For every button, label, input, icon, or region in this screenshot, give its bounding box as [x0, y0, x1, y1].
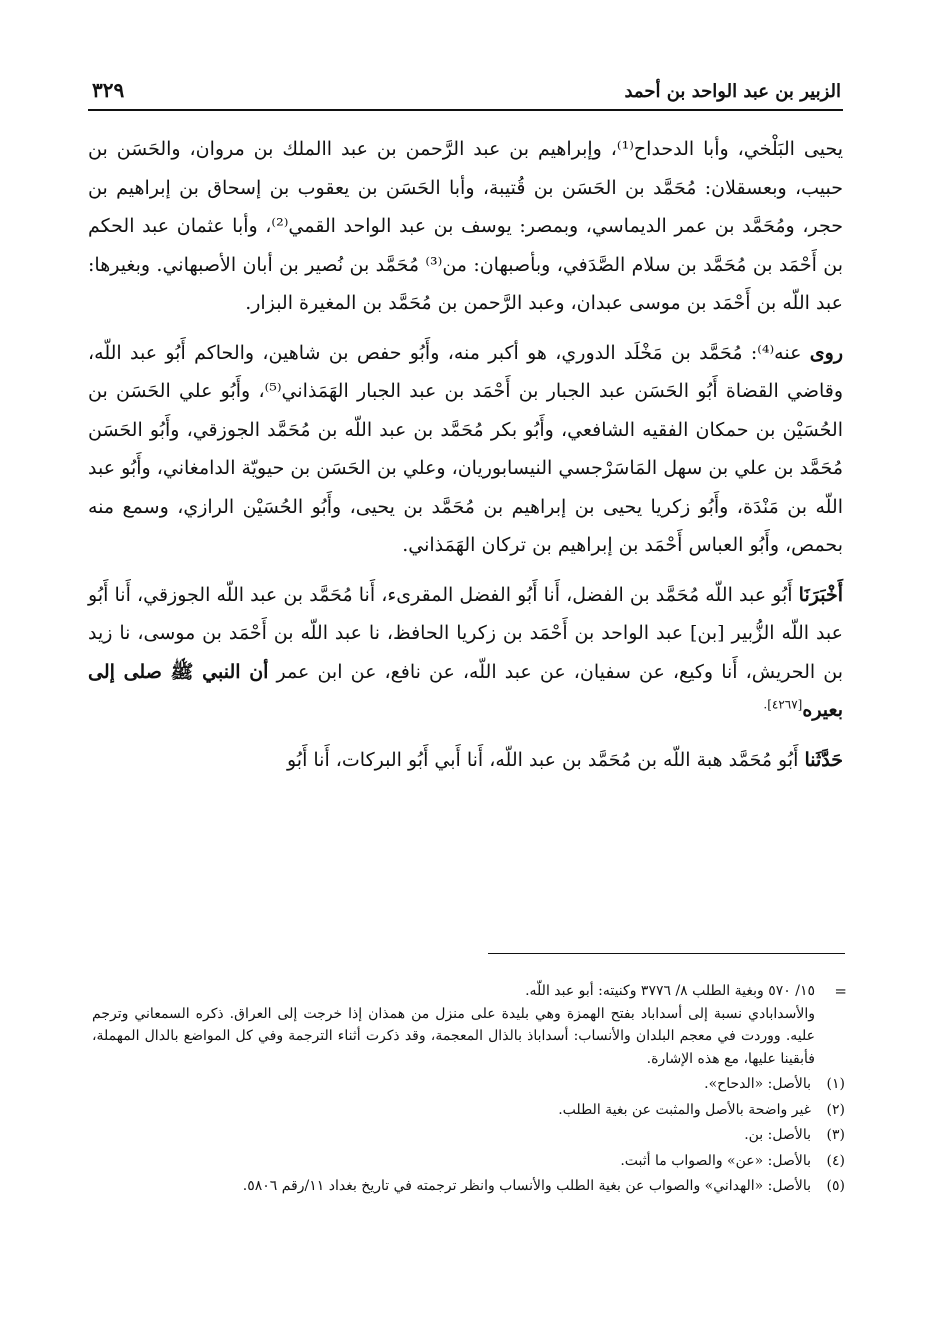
footnote-text: بالأصل: بن. [744, 1127, 811, 1143]
footnote-item [92, 1124, 845, 1147]
footnote-text: بالأصل: «الهداني» والصواب عن بغية الطلب والأنساب وانظر ترجمته في تاريخ بغداد ١١/رقم ٥٨٠٦. [242, 1178, 811, 1194]
hadith-number: [٤٢٦٧]. [763, 697, 803, 712]
footnote-number: (٢) [826, 1101, 845, 1118]
footnote-number: (٤) [826, 1152, 845, 1169]
footnote-text: غير واضحة بالأصل والمثبت عن بغية الطلب. [558, 1101, 811, 1118]
footnote-line: والأسدابادي نسبة إلى أسداباد بفتح الهمزة وهي بليدة على منزل من همذان إذا خرجت إلى العراق. ذكره السمعاني وترجم عليه. ووردت في معجم البلدان والأنساب: أسداباذ بالذال المعجمة، وقد ذكرت أثناء الترجمة وفي كل المواضع بالدال المهملة، فأبقينا عليها، مع هذه الإشارة. [92, 1005, 815, 1067]
paragraph-text: عنه⁽⁴⁾: مُحَمَّد بن مَخْلَد الدوري، هو أكبر منه، وأَبُو حفص بن شاهين، والحاكم أَبُو عبد اللّه، وقاضي القضاة أَبُو الحَسَن عبد الجبار بن أَحْمَد بن عبد الجبار الهَمَذاني⁽⁵⁾، وأَبُو علي الحَسَن بن الحُسَيْن بن حمكان الفقيه الشافعي، وأَبُو بكر مُحَمَّد بن عبد اللّه بن مُحَمَّد الجوزقي، وأَبُو الحَسَن مُحَمَّد بن علي بن سهل المَاسَرْجسي النيسابوريان، وعلي بن الحَسَن بن حيويّة الدامغاني، وأَبُو عبد اللّه بن مَنْدَة، وأَبُو زكريا يحيى بن إبراهيم بن مُحَمَّد بن يحيى، وأَبُو الحُسَيْن الرازي، وسمع منه بحمص، وأَبُو العباس أَحْمَد بن إبراهيم بن تركان الهَمَذاني. [88, 341, 843, 556]
hadith-matn: أن النبي ﷺ صلى إلى بعيره [88, 660, 843, 721]
continuation-mark: = [834, 982, 847, 1000]
paragraph-isnad [88, 741, 843, 780]
paragraph-text: يحيى البَلْخي، وأبا الدحداح⁽¹⁾، وإبراهيم بن عبد الرَّحمن بن عبد االملك بن مروان، والحَسَن بن حبيب، وبعسقلان: مُحَمَّد بن الحَسَن بن قُتيبة، وأبا الحَسَن بن يعقوب بن إسحاق بن إبراهيم بن حجر، ومُحَمَّد بن عمر الديماسي، وبمصر: يوسف بن عبد الواحد القمي⁽²⁾، وأبا عثمان عبد الحكم بن أَحْمَد بن مُحَمَّد بن سلام الصَّدَفي، وبأصبهان: من⁽³⁾ مُحَمَّد بن نُصير بن أبان الأصبهاني. وبغيرها: عبد اللّه بن أَحْمَد بن موسى عبدان، وعبد الرَّحمن بن مُحَمَّد بن المغيرة البزار. [88, 138, 843, 314]
paragraph-text: أَبُو عبد اللّه مُحَمَّد بن الفضل، أَنا أَبُو الفضل المقرىء، أَنا مُحَمَّد بن عبد اللّه الجوزقي، أَنا أَبُو عبد اللّه الزُّبير [بن] عبد الواحد بن أَحْمَد بن زكريا الحافظ، نا عبد اللّه بن أَحْمَد بن موسى، نا زيد بن الحريش، أَنا وكيع، عن سفيان، عن عبد اللّه، عن نافع، عن ابن عمر [88, 583, 843, 683]
footnote-line: ١٥/ ٥٧٠ وبغية الطلب ٨/ ٣٧٧٦ وكنيته: أبو عبد اللّه. [525, 983, 815, 999]
footnote-item [92, 1099, 845, 1122]
footnote-item [92, 1150, 845, 1173]
page-number: ٣٢٩ [92, 78, 125, 102]
footnote-item [92, 1175, 845, 1198]
page-header [92, 68, 841, 102]
paragraph-hadith [88, 576, 843, 730]
running-title: الزبير بن عبد الواحد بن أحمد [624, 81, 841, 102]
paragraph-teachers [88, 130, 843, 323]
paragraph-lead: حَدَّثَنا [804, 748, 843, 771]
footnote-text: بالأصل: «عن» والصواب ما أثبت. [620, 1152, 811, 1169]
footnote-number: (٣) [826, 1127, 845, 1143]
paragraph-lead: روى [809, 341, 843, 364]
footnotes [92, 980, 845, 1198]
footnote-number: (٥) [826, 1178, 845, 1194]
footnote-rule [488, 953, 845, 954]
footnote-number: (١) [826, 1076, 845, 1092]
paragraph-lead: أَخْبَرَنَا [798, 583, 843, 606]
footnote-text: بالأصل: «الدحاح». [704, 1076, 811, 1092]
paragraph-text: أَبُو مُحَمَّد هبة اللّه بن مُحَمَّد بن عبد اللّه، أَنا أَبي أَبُو البركات، أَنا أَبُو [286, 748, 805, 771]
main-text [88, 130, 843, 779]
header-rule [88, 109, 843, 111]
footnote-item [92, 1073, 845, 1096]
footnote-continuation [92, 980, 845, 1070]
paragraph-narrators [88, 334, 843, 565]
